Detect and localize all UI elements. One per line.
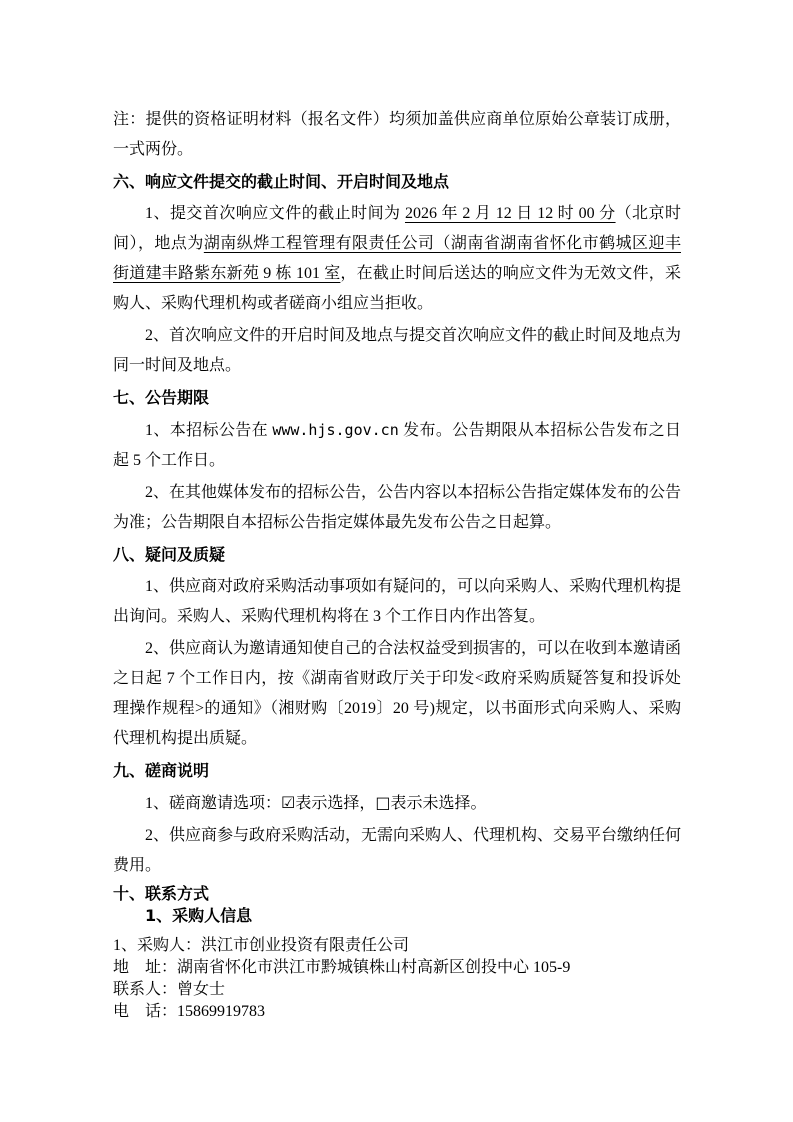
section-eight-heading: 八、疑问及质疑 bbox=[113, 545, 226, 564]
section-seven-heading: 七、公告期限 bbox=[113, 388, 210, 407]
buyer-label: 1、采购人： bbox=[113, 937, 202, 954]
announcement-tail-text: 发布。公告期限从本招标公告发布之日起 5 个工作日。 bbox=[113, 422, 681, 469]
buyer-value: 洪江市创业投资有限责任公司 bbox=[201, 937, 410, 954]
option-mid-text: 表示选择， bbox=[295, 795, 376, 812]
contact-person-row bbox=[113, 979, 681, 1001]
deadline-lead-text: 1、提交首次响应文件的截止时间为 bbox=[145, 205, 405, 222]
section-nine-paragraph-2: 2、供应商参与政府采购活动，无需向采购人、代理机构、交易平台缴纳任何费用。 bbox=[113, 827, 682, 874]
submission-address: 湖南纵烨工程管理有限责任公司（湖南省湖南省怀化市鹤城区迎丰街道建丰路紫东新苑 9 栋 101 室 bbox=[113, 235, 681, 282]
section-eight-paragraph-2: 2、供应商认为邀请通知使自己的合法权益受到损害的，可以在收到本邀请函之日起 7 个工作日内，按《湖南省财政厅关于印发<政府采购质疑答复和投诉处理操作规程>的通知》（湘财购〔2019〕20 号)规定，以书面形式向采购人、采购代理机构提出质疑。 bbox=[113, 640, 682, 747]
deadline-mid-text: （北京时间），地点为 bbox=[113, 205, 681, 252]
section-six-paragraph-2: 2、首次响应文件的开启时间及地点与提交首次响应文件的截止时间及地点为同一时间及地点。 bbox=[113, 327, 682, 374]
section-seven-paragraph-1 bbox=[113, 415, 681, 476]
section-six-heading: 六、响应文件提交的截止时间、开启时间及地点 bbox=[113, 172, 450, 191]
option-tail-text: 表示未选择。 bbox=[390, 795, 487, 812]
address-label: 地 址： bbox=[113, 959, 178, 976]
section-seven-paragraph-2: 2、在其他媒体发布的招标公告，公告内容以本招标公告指定媒体发布的公告为准；公告期限自本招标公告指定媒体最先发布公告之日起算。 bbox=[113, 484, 682, 531]
deadline-tail-text: ，在截止时间后送达的响应文件为无效文件，采购人、采购代理机构或者磋商小组应当拒收。 bbox=[113, 265, 681, 312]
buyer-row bbox=[113, 935, 681, 957]
submission-deadline: 2026 年 2 月 12 日 12 时 00 分 bbox=[404, 205, 616, 222]
contact-person-value: 曾女士 bbox=[177, 981, 226, 998]
phone-label: 电 话： bbox=[113, 1003, 178, 1020]
unchecked-checkbox-icon: □ bbox=[375, 793, 391, 812]
section-eight-paragraph-1: 1、供应商对政府采购活动事项如有疑问的，可以向采购人、采购代理机构提出询问。采购人、采购代理机构将在 3 个工作日内作出答复。 bbox=[113, 578, 682, 625]
contact-person-label: 联系人： bbox=[113, 981, 178, 998]
section-nine-heading: 九、磋商说明 bbox=[113, 761, 210, 780]
section-ten-heading: 十、联系方式 bbox=[113, 884, 210, 903]
buyer-info-subheading: 1、采购人信息 bbox=[145, 906, 253, 925]
address-row bbox=[113, 957, 681, 979]
section-six-paragraph-1 bbox=[113, 199, 681, 319]
announcement-lead-text: 1、本招标公告在 bbox=[145, 422, 273, 439]
note-paragraph: 注：提供的资格证明材料（报名文件）均须加盖供应商单位原始公章装订成册，一式两份。 bbox=[113, 111, 681, 158]
buyer-contact-block bbox=[113, 935, 681, 1023]
section-nine-paragraph-1 bbox=[113, 788, 681, 819]
address-value: 湖南省怀化市洪江市黔城镇株山村高新区创投中心 105-9 bbox=[177, 959, 571, 976]
option-lead-text: 1、磋商邀请选项： bbox=[145, 795, 282, 812]
announcement-url: www.hjs.gov.cn bbox=[272, 421, 399, 439]
phone-value: 15869919783 bbox=[177, 1003, 266, 1020]
checked-checkbox-icon: ☑ bbox=[281, 793, 296, 812]
phone-row bbox=[113, 1001, 681, 1023]
